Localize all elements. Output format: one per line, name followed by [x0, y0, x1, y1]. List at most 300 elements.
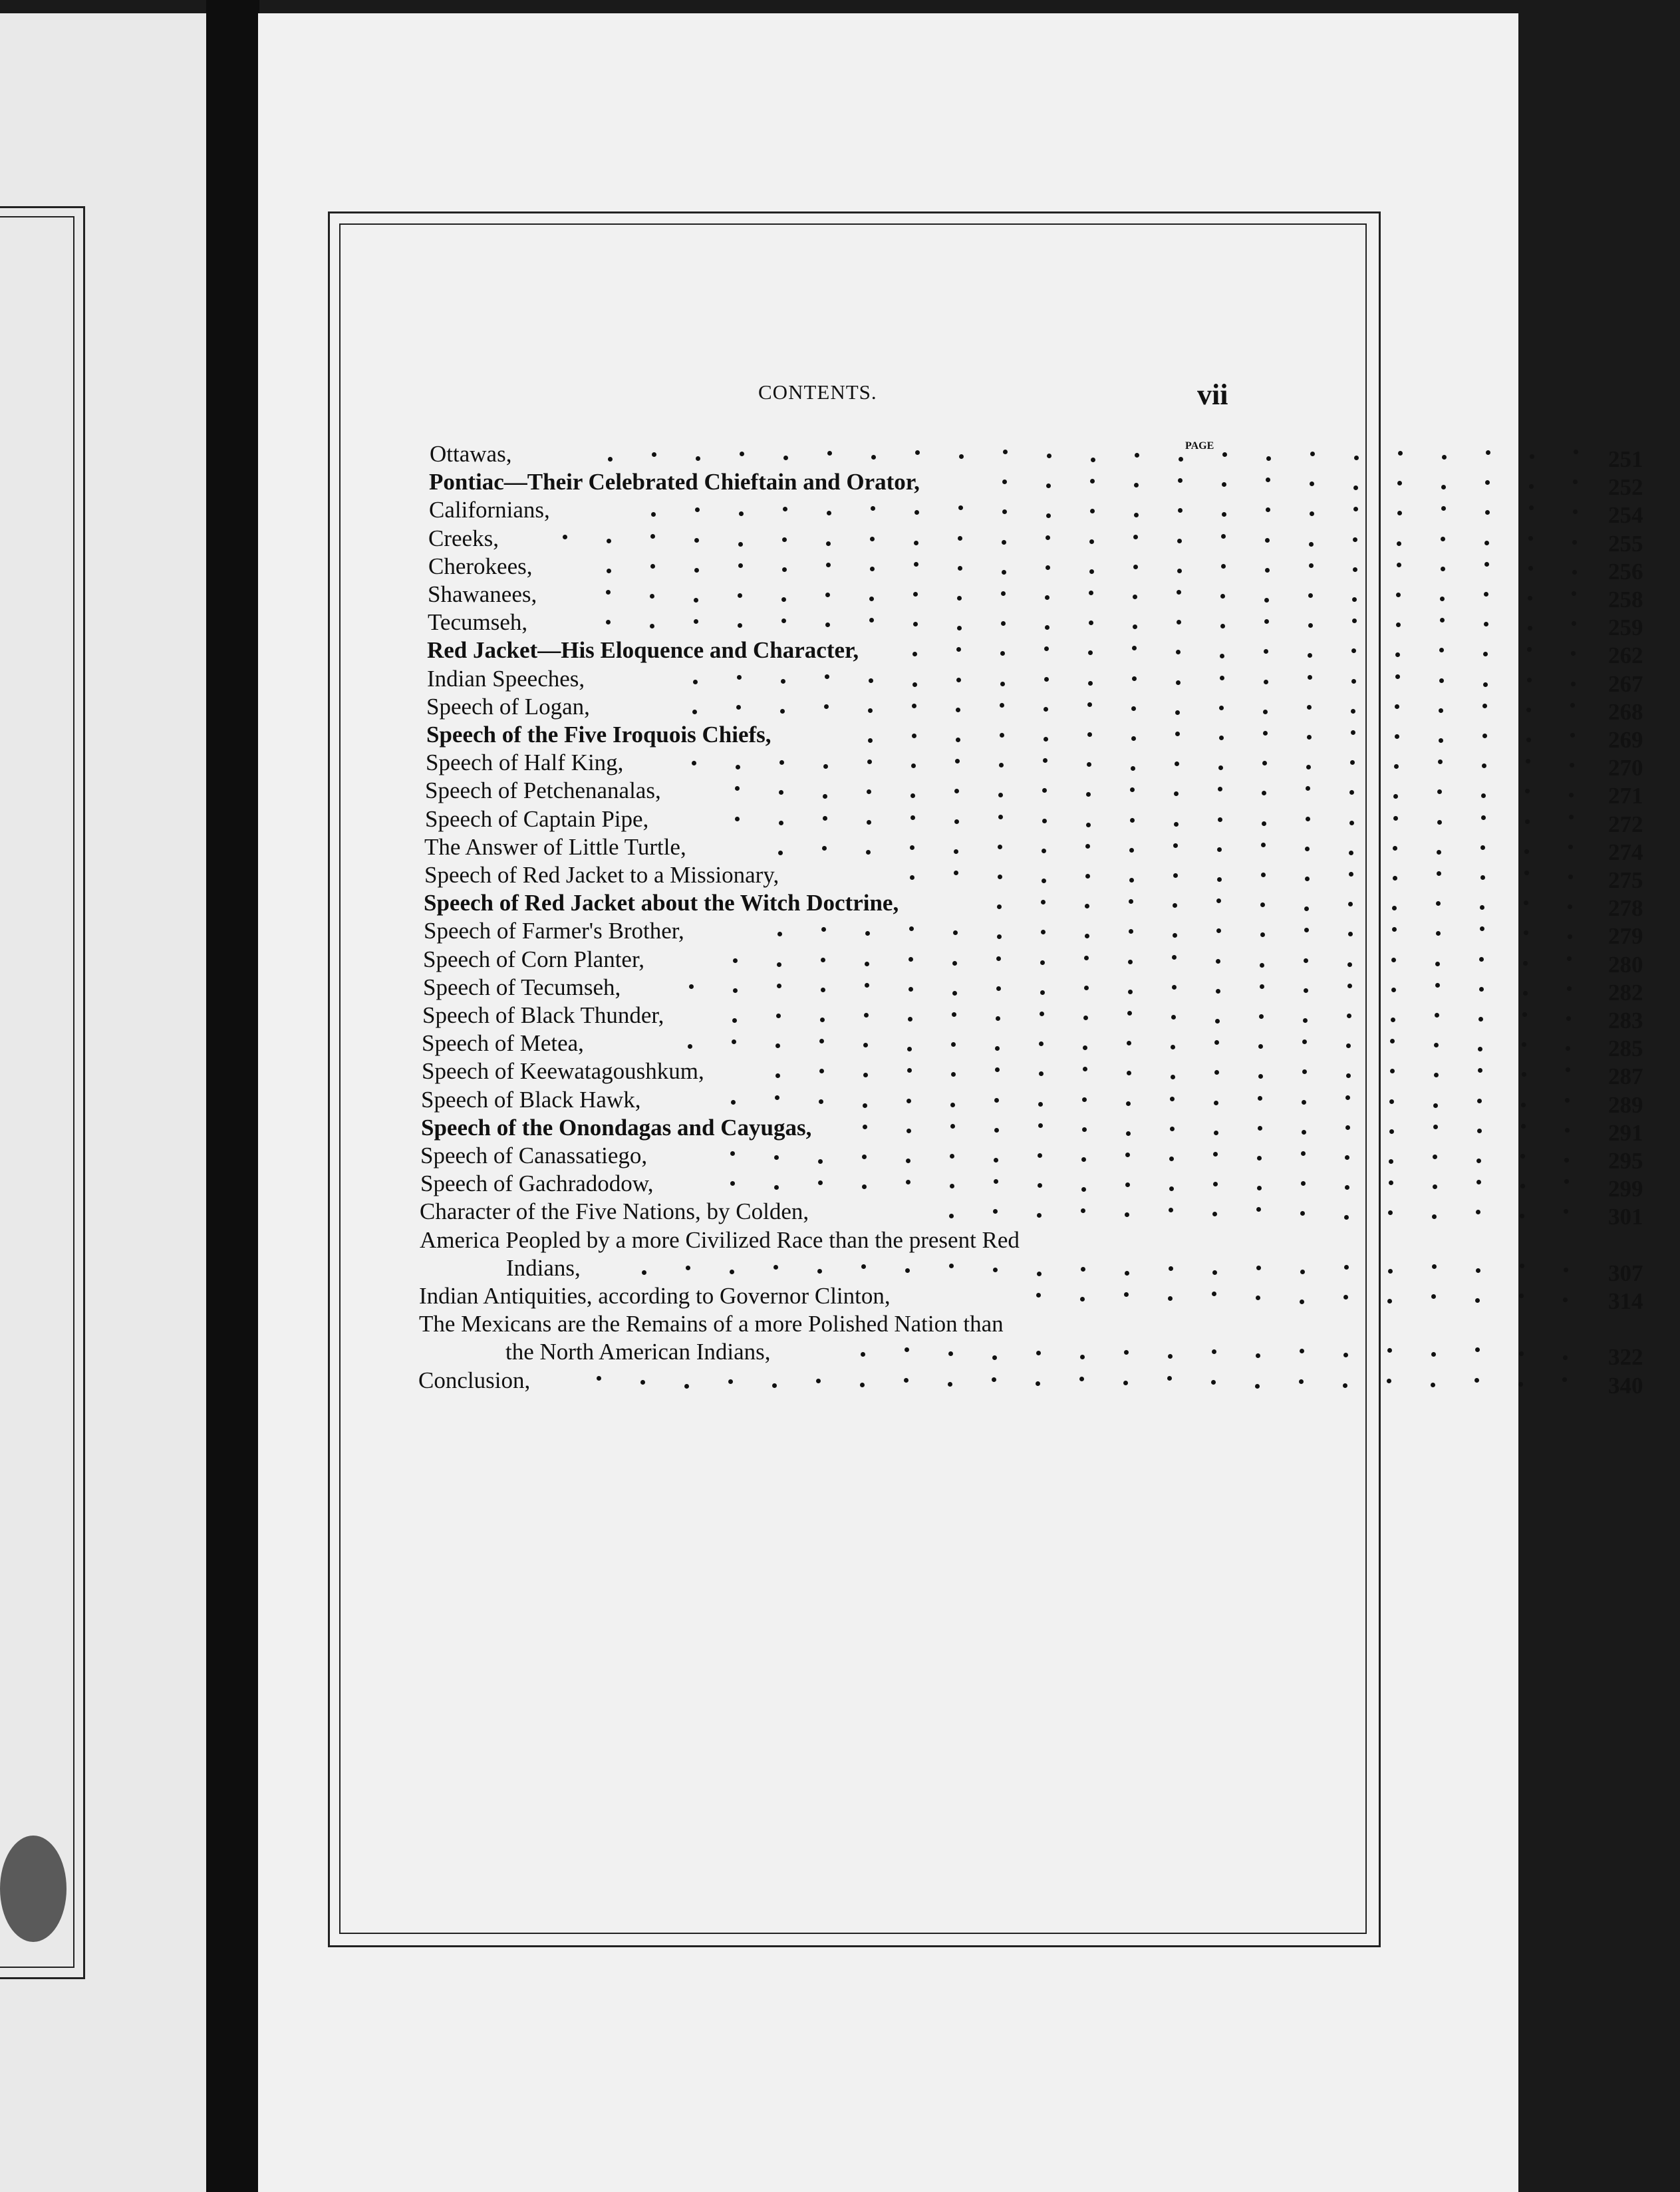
leader-dot — [773, 1265, 778, 1270]
leader-dot — [1351, 730, 1355, 735]
leader-dot — [730, 1181, 735, 1186]
leader-dot — [1042, 819, 1047, 823]
page-number: vii — [1197, 378, 1228, 411]
leader-dot — [1133, 565, 1138, 569]
leader-dot — [1480, 926, 1484, 931]
leader-dot — [1485, 510, 1490, 515]
leader-dot — [1127, 1011, 1132, 1016]
leader-dot — [818, 1159, 823, 1164]
leader-dot — [1308, 623, 1313, 628]
leader-dot — [1437, 820, 1442, 825]
leader-dot — [868, 708, 873, 713]
leader-dot — [1522, 1072, 1526, 1077]
dot-leader — [536, 440, 1587, 468]
leader-dot — [774, 1185, 779, 1190]
dot-leader — [589, 496, 1586, 524]
leader-dot — [993, 1209, 998, 1214]
leader-dot — [958, 566, 962, 571]
leader-dot — [1567, 986, 1572, 991]
leader-dot — [905, 1268, 910, 1273]
leader-dot — [956, 678, 961, 682]
leader-dot — [1266, 456, 1271, 461]
leader-dot — [994, 1128, 999, 1133]
leader-dot — [1302, 1100, 1306, 1105]
leader-dot — [1345, 1185, 1349, 1190]
leader-dot — [1306, 765, 1311, 769]
leader-dot — [1041, 930, 1046, 934]
leader-dot — [1480, 875, 1485, 880]
leader-dot — [1566, 1016, 1571, 1021]
toc-entry-title: Cherokees, — [428, 553, 533, 579]
leader-dot — [1476, 1180, 1481, 1184]
toc-entry-page: 268 — [1608, 699, 1643, 725]
leader-dot — [912, 682, 917, 687]
leader-dot — [563, 535, 567, 539]
leader-dot — [911, 763, 916, 768]
leader-dot — [736, 765, 740, 769]
leader-dot — [1433, 1184, 1437, 1189]
leader-dot — [906, 1180, 910, 1184]
leader-dot — [1124, 1350, 1129, 1355]
leader-dot — [1345, 1125, 1350, 1130]
leader-dot — [1395, 734, 1399, 739]
leader-dot — [1040, 1012, 1044, 1016]
leader-dot — [1393, 794, 1398, 799]
leader-dot — [1437, 871, 1441, 876]
leader-dot — [1222, 452, 1227, 457]
leader-dot — [1216, 989, 1220, 994]
dot-leader — [648, 974, 1580, 1002]
leader-dot — [1476, 1210, 1480, 1214]
leader-dot — [1214, 1101, 1218, 1105]
leader-dot — [1431, 1383, 1435, 1387]
leader-dot — [1518, 1382, 1523, 1387]
toc-entry-page: 285 — [1608, 1035, 1643, 1061]
leader-dot — [1000, 733, 1004, 738]
leader-dot — [694, 538, 699, 543]
leader-dot — [1479, 987, 1484, 992]
leader-dot — [1083, 1045, 1087, 1050]
leader-dot — [1390, 1069, 1395, 1073]
leader-dot — [1390, 1039, 1395, 1043]
leader-dot — [1129, 878, 1134, 883]
leader-dot — [1264, 598, 1269, 603]
leader-dot — [1438, 759, 1443, 764]
leader-dot — [956, 647, 961, 652]
leader-dot — [1264, 649, 1268, 654]
leader-dot — [1217, 877, 1222, 882]
leader-dot — [1086, 823, 1091, 827]
leader-dot — [1477, 1129, 1482, 1133]
leader-dot — [1305, 847, 1310, 851]
leader-dot — [1300, 1349, 1304, 1353]
leader-dot — [1263, 731, 1268, 736]
leader-dot — [1572, 621, 1576, 626]
leader-dot — [1040, 990, 1045, 995]
toc-entry-title: Speech of the Five Iroquois Chiefs, — [426, 722, 771, 748]
leader-dot — [1036, 1351, 1041, 1355]
toc-entry-title: Speech of Tecumseh, — [423, 974, 621, 1000]
leader-dot — [1301, 1181, 1306, 1186]
leader-dot — [1431, 1294, 1436, 1299]
leader-dot — [1439, 648, 1444, 652]
leader-dot — [733, 988, 738, 993]
toc-entry-title: Speech of Corn Planter, — [423, 946, 644, 972]
leader-dot — [912, 704, 916, 708]
leader-dot — [1258, 1126, 1262, 1131]
leader-dot — [1394, 764, 1399, 769]
toc-entry-title: Speech of Red Jacket to a Missionary, — [424, 862, 779, 888]
leader-dot — [1520, 1264, 1524, 1268]
leader-dot — [1436, 901, 1441, 906]
toc-entry-title: Speech of the Onondagas and Cayugas, — [421, 1115, 812, 1141]
leader-dot — [1174, 822, 1179, 827]
leader-dot — [1530, 454, 1534, 459]
leader-dot — [1345, 1155, 1349, 1160]
leader-dot — [1168, 1354, 1173, 1359]
toc-entry-page: 271 — [1608, 783, 1643, 809]
leader-dot — [865, 931, 870, 936]
leader-dot — [1304, 958, 1308, 963]
leader-dot — [956, 738, 960, 742]
toc-entry-title: Character of the Five Nations, by Colden, — [420, 1198, 809, 1224]
leader-dot — [865, 962, 869, 966]
leader-dot — [870, 567, 875, 571]
leader-dot — [1343, 1383, 1347, 1388]
leader-dot — [1528, 596, 1532, 601]
leader-dot — [913, 622, 918, 626]
toc-entry-title: The Answer of Little Turtle, — [424, 834, 686, 860]
leader-dot — [1529, 484, 1534, 489]
toc-entry-title: Ottawas, — [430, 441, 512, 467]
leader-dot — [1525, 819, 1530, 824]
leader-dot — [1352, 618, 1357, 623]
leader-dot — [1045, 595, 1050, 600]
leader-dot — [1080, 1355, 1085, 1359]
leader-dot — [1175, 710, 1180, 715]
leader-dot — [1573, 480, 1578, 484]
leader-dot — [1173, 873, 1178, 878]
leader-dot — [650, 564, 655, 569]
toc-entry-page: 295 — [1608, 1148, 1643, 1174]
leader-dot — [1260, 902, 1265, 907]
leader-dot — [1351, 709, 1355, 714]
leader-dot — [777, 984, 781, 988]
leader-dot — [1036, 1381, 1040, 1386]
leader-dot — [1305, 877, 1310, 881]
leader-dot — [735, 786, 740, 791]
leader-dot — [1349, 821, 1354, 825]
leader-dot — [1570, 763, 1574, 767]
leader-dot — [775, 1095, 779, 1100]
leader-dot — [907, 1129, 911, 1133]
leader-dot — [819, 1069, 824, 1073]
leader-dot — [1046, 513, 1051, 518]
toc-entry-title-continued: Indians, — [506, 1255, 581, 1281]
leader-dot — [1524, 900, 1528, 905]
leader-dot — [1523, 961, 1528, 966]
leader-dot — [1169, 1266, 1173, 1271]
leader-dot — [1565, 1128, 1570, 1133]
leader-dot — [1216, 928, 1221, 933]
leader-dot — [999, 763, 1004, 767]
leader-dot — [1126, 1101, 1131, 1106]
leader-dot — [774, 1155, 779, 1160]
leader-dot — [1087, 702, 1092, 707]
leader-dot — [1432, 1264, 1437, 1269]
leader-dot — [909, 957, 913, 962]
leader-dot — [821, 958, 825, 962]
leader-dot — [1475, 1298, 1480, 1303]
leader-dot — [870, 537, 875, 541]
leader-dot — [1391, 1018, 1395, 1022]
leader-dot — [866, 850, 871, 855]
leader-dot — [997, 904, 1002, 909]
leader-dot — [1130, 818, 1135, 823]
leader-dot — [1387, 1348, 1392, 1353]
leader-dot — [1519, 1294, 1524, 1298]
leader-dot — [1482, 763, 1486, 768]
leader-dot — [914, 541, 918, 545]
leader-dot — [1258, 1044, 1263, 1049]
leader-dot — [954, 849, 958, 854]
leader-dot — [953, 930, 958, 935]
leader-dot — [1572, 591, 1576, 596]
toc-entry-title: Speech of Half King, — [426, 750, 624, 775]
leader-dot — [1343, 1295, 1348, 1300]
leader-dot — [730, 1270, 734, 1274]
leader-dot — [1087, 732, 1092, 737]
leader-dot — [607, 569, 611, 573]
dot-leader — [661, 749, 1583, 777]
leader-dot — [1573, 509, 1578, 514]
leader-dot — [819, 1099, 823, 1104]
leader-dot — [1222, 482, 1226, 487]
leader-dot — [1221, 534, 1226, 539]
leader-dot — [597, 1376, 601, 1381]
leader-dot — [915, 450, 920, 455]
leader-dot — [1089, 620, 1093, 625]
leader-dot — [1302, 1130, 1306, 1135]
leader-dot — [1304, 988, 1308, 993]
leader-dot — [912, 652, 917, 656]
leader-dot — [1131, 736, 1136, 741]
leader-dot — [867, 759, 872, 764]
leader-dot — [1527, 678, 1532, 682]
leader-dot — [1264, 619, 1269, 624]
leader-dot — [869, 597, 874, 601]
leader-dot — [1130, 787, 1135, 792]
leader-dot — [954, 819, 959, 824]
toc-entry-title: Californians, — [429, 497, 550, 523]
leader-dot — [1484, 541, 1489, 545]
leader-dot — [906, 1159, 910, 1163]
dot-leader — [746, 833, 1582, 861]
toc-entry-page: 274 — [1608, 839, 1643, 865]
leader-dot — [1257, 1186, 1262, 1190]
leader-dot — [1133, 535, 1138, 539]
leader-dot — [1485, 480, 1490, 485]
leader-dot — [730, 1151, 735, 1156]
leader-dot — [1170, 1127, 1175, 1131]
leader-dot — [1169, 1208, 1173, 1212]
leader-dot — [1129, 848, 1134, 853]
leader-dot — [1397, 541, 1401, 546]
leader-dot — [1132, 646, 1137, 650]
leader-dot — [1216, 898, 1221, 903]
leader-dot — [1085, 844, 1090, 849]
leader-dot — [1125, 1153, 1130, 1157]
leader-dot — [1563, 1355, 1568, 1360]
dot-leader — [557, 1367, 1576, 1395]
leader-dot — [1388, 1210, 1393, 1215]
leader-dot — [1222, 512, 1226, 517]
leader-dot — [652, 452, 656, 457]
leader-dot — [736, 705, 741, 710]
leader-dot — [1046, 483, 1051, 488]
leader-dot — [998, 845, 1002, 849]
leader-dot — [994, 1179, 998, 1184]
leader-dot — [1178, 508, 1183, 513]
leader-dot — [1089, 539, 1094, 544]
leader-dot — [1307, 705, 1312, 710]
leader-dot — [1439, 738, 1443, 743]
leader-dot — [1085, 904, 1089, 908]
leader-dot — [957, 596, 962, 601]
dot-leader — [978, 1282, 1576, 1310]
leader-dot — [1435, 983, 1440, 988]
leader-dot — [1304, 928, 1309, 932]
leader-dot — [1171, 1015, 1176, 1020]
leader-dot — [950, 1103, 955, 1107]
leader-dot — [1265, 568, 1270, 573]
toc-entry-title: Speech of Farmer's Brother, — [424, 918, 684, 944]
leader-dot — [731, 1100, 736, 1105]
leader-dot — [1046, 565, 1050, 570]
leader-dot — [1044, 646, 1049, 651]
leader-dot — [1520, 1184, 1525, 1188]
leader-dot — [1431, 1352, 1436, 1357]
toc-entry-title: Indian Speeches, — [427, 666, 585, 692]
toc-entry-title: Speech of Black Thunder, — [422, 1002, 664, 1028]
toc-entry-page: 282 — [1608, 980, 1643, 1006]
leader-dot — [1177, 569, 1182, 573]
toc-entry-title: Conclusion, — [418, 1367, 531, 1393]
leader-dot — [1218, 787, 1222, 791]
dot-leader — [944, 468, 1586, 496]
leader-dot — [1215, 1019, 1220, 1024]
leader-dot — [1172, 985, 1177, 990]
leader-dot — [779, 821, 783, 825]
leader-dot — [1216, 959, 1220, 964]
leader-dot — [1125, 1212, 1129, 1217]
leader-dot — [954, 789, 959, 793]
leader-dot — [1436, 931, 1441, 936]
leader-dot — [739, 511, 744, 516]
leader-dot — [1003, 450, 1008, 454]
leader-dot — [1089, 591, 1093, 595]
toc-entry-page: 258 — [1608, 587, 1643, 613]
leader-dot — [1083, 1067, 1087, 1071]
leader-dot — [1037, 1213, 1042, 1218]
leader-dot — [1170, 1097, 1175, 1101]
leader-dot — [996, 986, 1001, 991]
leader-dot — [1124, 1292, 1129, 1297]
leader-dot — [1344, 1215, 1349, 1220]
leader-dot — [827, 511, 831, 515]
leader-dot — [1348, 902, 1353, 906]
leader-dot — [912, 734, 916, 738]
leader-dot — [1258, 1096, 1262, 1101]
leader-dot — [1483, 652, 1488, 656]
leader-dot — [1568, 934, 1572, 939]
leader-dot — [863, 1125, 867, 1129]
leader-dot — [694, 619, 698, 624]
page-column-label: PAGE — [1185, 440, 1214, 452]
toc-entry-title: Speech of Petchenanalas, — [425, 777, 661, 803]
leader-dot — [1133, 595, 1137, 599]
leader-dot — [863, 1043, 868, 1047]
leader-dot — [1347, 1014, 1351, 1018]
leader-dot — [1389, 1159, 1393, 1164]
leader-dot — [732, 1018, 737, 1023]
leader-dot — [1564, 1179, 1569, 1184]
leader-dot — [1437, 789, 1442, 794]
leader-dot — [998, 793, 1003, 797]
leader-dot — [1044, 677, 1049, 682]
leader-dot — [1348, 932, 1353, 936]
leader-dot — [1475, 1347, 1480, 1352]
leader-dot — [1261, 843, 1266, 847]
leader-dot — [1129, 929, 1133, 934]
dot-leader — [704, 777, 1582, 805]
leader-dot — [1353, 485, 1358, 490]
leader-dot — [1218, 817, 1222, 822]
leader-dot — [863, 1103, 867, 1108]
leader-dot — [1081, 1157, 1086, 1162]
leader-dot — [826, 563, 831, 567]
leader-dot — [1132, 676, 1137, 681]
leader-dot — [776, 1014, 781, 1018]
leader-dot — [1038, 1183, 1042, 1188]
leader-dot — [1387, 1299, 1392, 1303]
leader-dot — [951, 1072, 956, 1077]
leader-dot — [1212, 1212, 1217, 1216]
dot-leader — [813, 1338, 1576, 1366]
leader-dot — [782, 537, 787, 542]
toc-entry-title-continued: the North American Indians, — [505, 1339, 771, 1365]
leader-dot — [695, 507, 700, 512]
leader-dot — [1002, 570, 1006, 575]
leader-dot — [1040, 960, 1045, 965]
leader-dot — [777, 962, 781, 967]
leader-dot — [1564, 1268, 1568, 1272]
dot-leader — [829, 1114, 1578, 1142]
leader-dot — [1256, 1353, 1260, 1358]
leader-dot — [1346, 1043, 1351, 1048]
leader-dot — [1090, 509, 1095, 513]
leader-dot — [1085, 934, 1089, 938]
leader-dot — [1178, 478, 1183, 483]
leader-dot — [1256, 1266, 1261, 1270]
leader-dot — [1526, 738, 1531, 742]
leader-dot — [1478, 1017, 1483, 1022]
leader-dot — [1045, 625, 1050, 630]
toc-entry-page: 275 — [1608, 867, 1643, 893]
leader-dot — [608, 457, 613, 462]
leader-dot — [1398, 451, 1403, 456]
leader-dot — [693, 680, 698, 684]
